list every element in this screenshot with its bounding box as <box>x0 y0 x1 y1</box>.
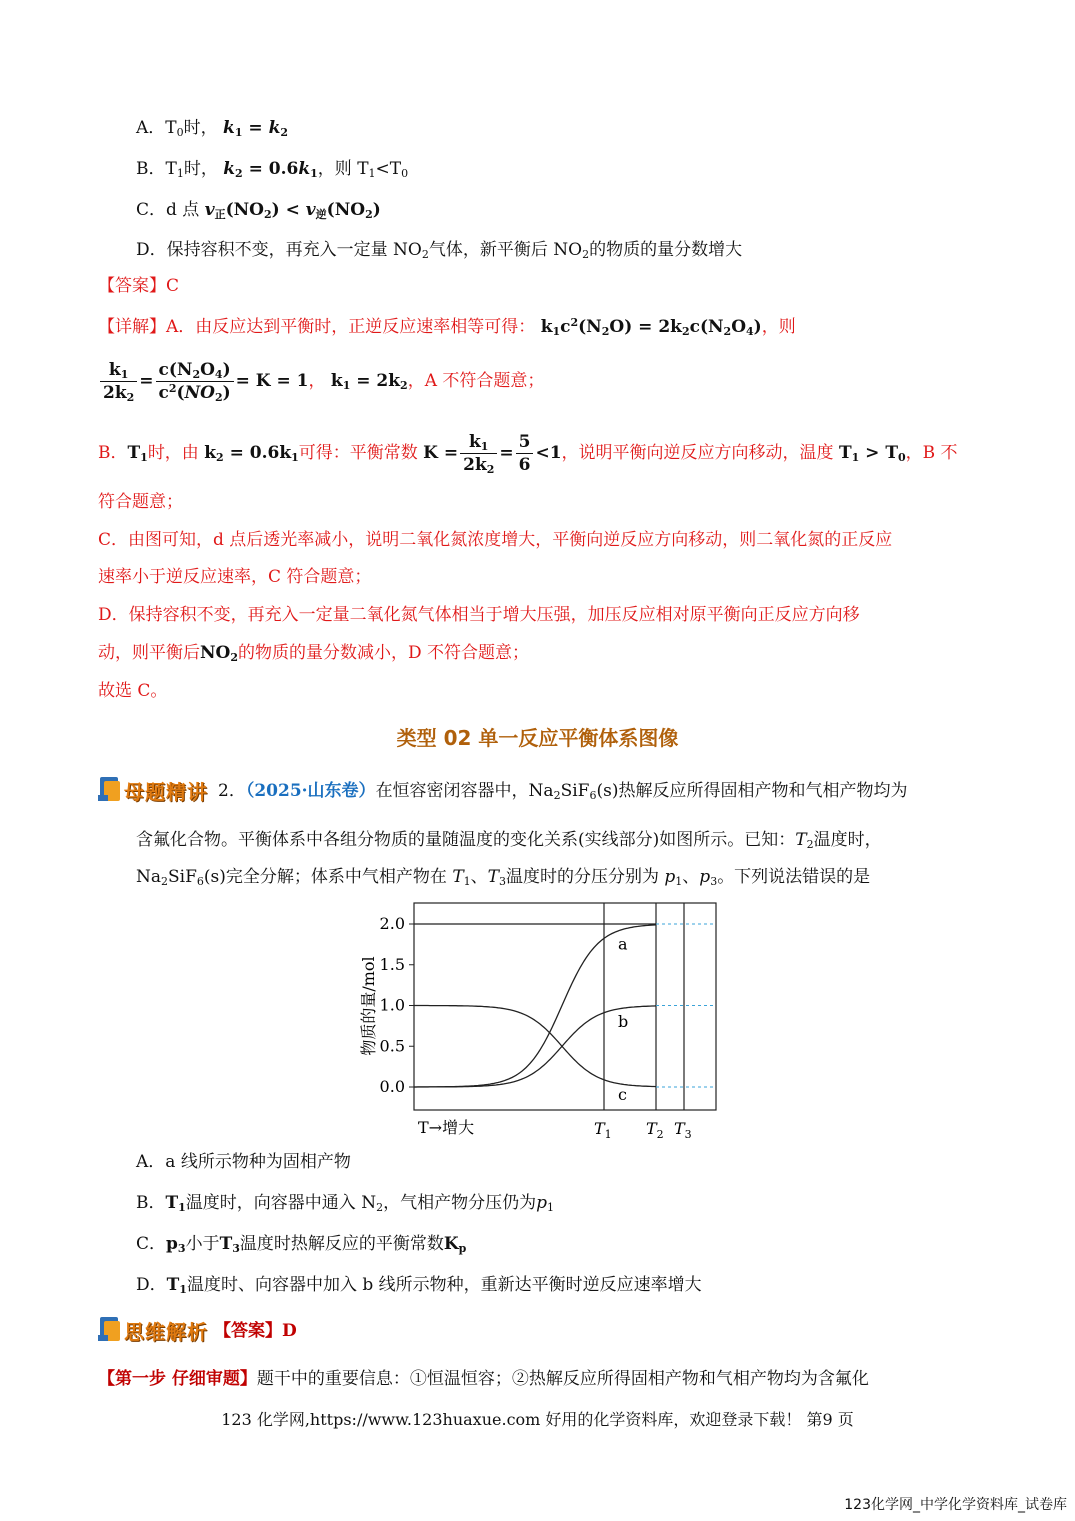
plot-frame <box>414 903 716 1110</box>
book-icon <box>98 777 122 803</box>
q1-option-c: C．d 点 $v_正(NO_2) < v_逆(NO_2)$ <box>136 200 381 221</box>
section-title: 类型 02 单一反应平衡体系图像 <box>396 726 679 750</box>
page-footer: 123 化学网,https://www.123huaxue.com 好用的化学资料库，欢迎登录下载！ 第9 页 <box>221 1410 854 1429</box>
q1-option-d: D．保持容积不变，再充入一定量 $NO_2$气体，新平衡后 $NO_2$的物质的量分数增大 <box>136 240 743 261</box>
equilibrium-chart <box>340 893 730 1150</box>
explain-1-c-line2: 速率小于逆反应速率，C 符合题意； <box>98 567 372 587</box>
explain-1-a-line2: $\frac{k_1}{2k_2}$ = $\frac{c(N_2O_4)}{c^2(NO_2)}$ = K = 1， $k_1 = 2k_2$，A 不符合题意； <box>98 356 544 406</box>
x-marker-label: $T_3$ <box>674 1119 692 1141</box>
book-icon <box>98 1317 122 1343</box>
analysis-answer: 【答案】D <box>214 1321 297 1341</box>
explain-1-a-line1: 【详解】A．由反应达到平衡时，正逆反应速率相等可得： $k_1c^2(N_2O) = 2k_2c(N_2O_4)$，则 <box>98 316 796 338</box>
y-tick-label: 1.5 <box>379 954 405 974</box>
answer-1: 【答案】C <box>98 276 180 296</box>
badge-mother-question <box>98 775 208 805</box>
badge-label: 母题精讲 <box>124 779 208 804</box>
y-tick-label: 1.0 <box>379 995 405 1015</box>
badge-thinking-analysis <box>98 1315 208 1345</box>
explain-1-final: 故选 C。 <box>98 681 168 701</box>
chart-svg <box>340 893 730 1145</box>
badge-label: 思维解析 <box>124 1319 208 1344</box>
q2-stem-line3: $Na_2SiF_6(s)$完全分解；体系中气相产物在 $T_1$、$T_3$温度时的分压分别为 $p_1$、$p_3$。下列说法错误的是 <box>136 867 871 888</box>
q2-stem-line2: 含氟化合物。平衡体系中各组分物质的量随温度的变化关系(实线部分)如图所示。已知：$T_2$温度时， <box>136 830 882 851</box>
explain-1-b-line2: 符合题意； <box>98 492 183 512</box>
explain-1-d-line1: D．保持容积不变，再充入一定量二氧化氮气体相当于增大压强，加压反应相对原平衡向正反应方向移 <box>98 605 860 625</box>
analysis-step1: 【第一步 仔细审题】题干中的重要信息：①恒温恒容；②热解反应所得固相产物和气相产物均为含氟化 <box>98 1369 869 1389</box>
series-a-label: a <box>618 934 628 954</box>
explain-1-d-line2: 动，则平衡后$NO_2$的物质的量分数减小，D 不符合题意； <box>98 643 530 664</box>
y-tick-label: 0.0 <box>379 1077 405 1096</box>
x-marker-label: $T_1$ <box>594 1119 612 1141</box>
q2-option-a: A．a 线所示物种为固相产物 <box>136 1152 351 1172</box>
q1-option-a: A．$T_0$时， $k_1 = k_2$ <box>136 118 288 139</box>
q2-option-d: D．$T_1$温度时、向容器中加入 b 线所示物种，重新达平衡时逆反应速率增大 <box>136 1275 702 1296</box>
explain-1-c-line1: C．由图可知，d 点后透光率减小，说明二氧化氮浓度增大，平衡向逆反应方向移动，则二氧化氮的正反应 <box>98 530 893 550</box>
y-tick-label: 2.0 <box>379 914 405 933</box>
q2-option-c: C．$p_3$小于$T_3$温度时热解反应的平衡常数$K_p$ <box>136 1234 467 1255</box>
x-axis-label: T→增大 <box>418 1118 475 1137</box>
y-axis-label: 物质的量/mol <box>359 956 378 1056</box>
q2-stem-line1: 2．（2025·山东卷）在恒容密闭容器中，$Na_2SiF_6(s)$热解反应所得固相产物和气相产物均为 <box>218 781 908 802</box>
q2-option-b: B．$T_1$温度时，向容器中通入 $N_2$，气相产物分压仍为$p_1$ <box>136 1193 554 1214</box>
explain-1-b-line1: B．$T_1$时，由 $k_2 = 0.6k_1$可得：平衡常数 K = $\frac{k_1}{2k_2}$ = $\frac{5}{6}$ <1，说明平衡向逆反应方向移动，温度 $T_1 > T_0$，B 不 <box>98 432 958 476</box>
series-c-label: c <box>618 1085 627 1105</box>
x-marker-label: $T_2$ <box>646 1119 664 1141</box>
series-b-label: b <box>618 1011 629 1031</box>
corner-watermark: 123化学网_中学化学资料库_试卷库 <box>844 1497 1067 1513</box>
y-tick-label: 0.5 <box>379 1036 405 1056</box>
q1-option-b: B．$T_1$时， $k_2 = 0.6k_1$，则 $T_1<T_0$ <box>136 159 409 180</box>
